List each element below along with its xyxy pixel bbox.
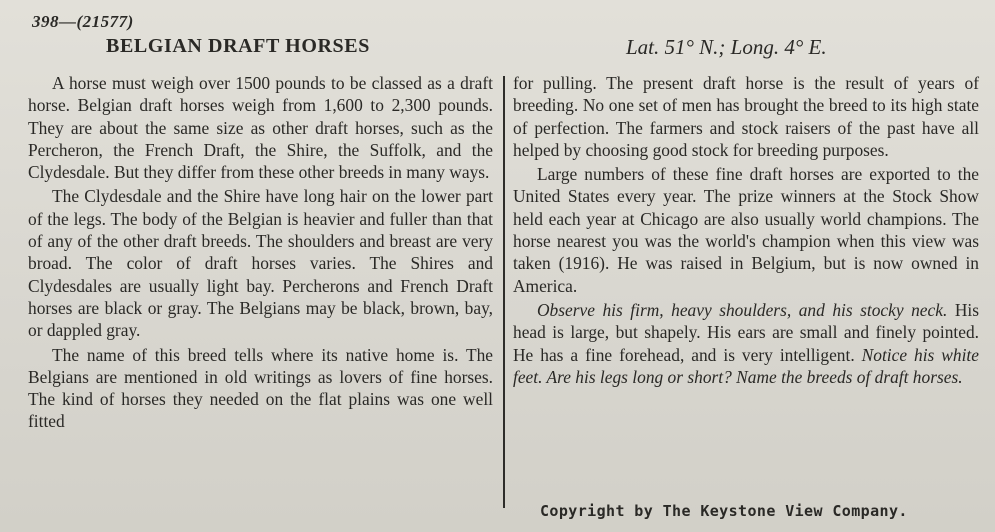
- right-column: [513, 72, 979, 388]
- observe-instruction: Observe his firm, heavy shoulders, and his stocky neck.: [537, 299, 948, 320]
- observe-description: His head is large, but shapely. His ears are small and finely pointed. He has a fine forehead, and is very intelligent.: [513, 299, 979, 365]
- paragraph-continuation: for pulling. The present draft horse is the result of years of breeding. No one set of men has brought the breed to its high state of perfection. The farmers and stock raisers of the past have all helped by choosing good stock for breeding purposes.: [513, 73, 979, 160]
- paragraph-observe: [513, 299, 979, 388]
- paragraph-appearance: The Clydesdale and the Shire have long hair on the lower part of the legs. The body of the Belgian is heavier and fuller than that of any of the other draft breeds. The shoulders and breast are very broad. The color of draft horses varies. The Shires and Clydesdales are usually light bay. Percherons and French Draft horses are black or gray. The Belgians may be black, brown, bay, or dappled gray.: [28, 186, 493, 341]
- page-title: BELGIAN DRAFT HORSES: [106, 35, 370, 57]
- left-column: [28, 72, 493, 433]
- paragraph-weight: A horse must weigh over 1500 pounds to be classed as a draft horse. Belgian draft horses weigh from 1,600 to 2,300 pounds. They are about the same size as other draft horses, such as the Percheron, the French Draft, the Shire, the Suffolk, and the Clydesdale. But they differ from these other breeds in many ways.: [28, 73, 493, 183]
- coordinates: Lat. 51° N.; Long. 4° E.: [626, 35, 827, 59]
- notice-instruction: Notice his white feet. Are his legs long or short? Name the breeds of draft horses.: [513, 344, 979, 387]
- card-reference-number: 398—(21577): [32, 12, 134, 31]
- copyright-notice: Copyright by The Keystone View Company.: [540, 502, 908, 520]
- paragraph-origin: The name of this breed tells where its native home is. The Belgians are mentioned in old writings as lovers of fine horses. The kind of horses they needed on the flat plains was one well fitted: [28, 344, 493, 432]
- column-divider: [503, 76, 505, 508]
- paragraph-export: Large numbers of these fine draft horses are exported to the United States every year. The prize winners at the Stock Show held each year at Chicago are also usually world champions. The horse nearest you was the world's champion when this view was taken (1916). He was raised in Belgium, but is now owned in America.: [513, 164, 979, 296]
